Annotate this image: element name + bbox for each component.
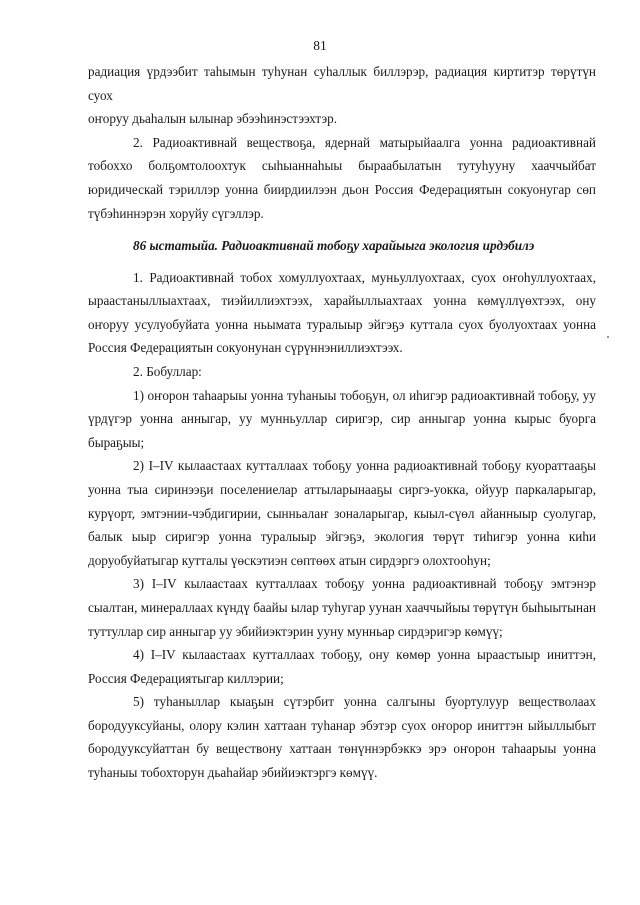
intro-paragraph-2: 2. Радиоактивнай веществоҕа, ядернай матырыйаалга уонна радиоактивнай тобоххо болҕомтолоохтук сыһыаннаһыы быраабылатын тутуһууну хааччыйбат юридическай тэриллэр уонна биирдиилээн дьон Россия Федерациятын сокуонугар сөп түбэһиннэрэн хоруйу сүгэллэр. bbox=[88, 134, 596, 221]
article-86 bbox=[88, 234, 596, 785]
article-paragraph-1: 1. Радиоактивнай тобох хомуллуохтаах, муньуллуохтаах, суох оҥоһуллуохтаах, ыраастаныллыахтаах, тиэйиллиэхтээх, харайыллыахтаах уонна көмүллүөхтээх, ону оҥоруу усулуобуйата уонна ньымата туралыыр эйгэҕэ куттала суох буолуохтаах уонна Россия Федерациятын сокуонунан сүрүннэниллиэхтээх. bbox=[88, 269, 596, 356]
page-number: 81 bbox=[313, 38, 327, 53]
intro-paragraph-1-line-1: радиация үрдээбит таһымын туһунан суһаллык биллэрэр, радиация киртитэр төрүтүн суох bbox=[88, 64, 596, 103]
article-paragraph-2: 2. Бобуллар: bbox=[133, 363, 202, 379]
list-item-5: 5) туһаныллар кыаҕын сүтэрбит уонна салгыны буортулуур веществолаах бородууксуйаны, олору кэлин хаттаан туһанар эбэтэр суох оҥорор иниттэн ыйыллыбыт бородууксуйаттан бу веществону хаттаан төнүннэрбэккэ эрэ оҥорон таһаарыы уонна туһаныы тобохторун дьаһайар эбийиэктэргэ көмүү. bbox=[88, 694, 596, 781]
list-item-3: 3) I–IV кылаастаах кутталлаах тобоҕу уонна радиоактивнай тобоҕу эмтэнэр сыалтан, минераллаах күндү баайы ылар туһугар уунан хааччыйыы төрүтүн быһыытынан туттуллар сир анныгар уу эбийиэктэрин ууну мунньар сирдэригэр көмүү; bbox=[88, 576, 596, 639]
article-heading: 86 ыстатыйа. Радиоактивнай тобоҕу харайыыга экология ирдэбилэ bbox=[133, 238, 535, 253]
intro-block bbox=[88, 60, 596, 225]
list-item-2: 2) I–IV кылаастаах кутталлаах тобоҕу уонна радиоактивнай тобоҕу куораттааҕы уонна тыа сиринээҕи поселениелар аттыларынааҕы сиргэ-уокка, ойуур паркаларыгар, курүорт, эмтэнии-чэбдигирии, сынньалаҥ зоналарыгар, кыыл-сүөл айанныыр суолугар, балык ыыр сиригэр уонна туралыыр эйгэҕэ, экология төрүт тиһигэр уонна киһи доруобуйатыгар кутталы үөскэтиэн сөптөөх атын сирдэргэ олохтооһун; bbox=[88, 458, 596, 568]
list-item-1: 1) оҥорон таһаарыы уонна туһаныы тобоҕун, ол иһигэр радиоактивнай тобоҕу, уу үрдүгэр уонна анныгар, уу мунньуллар сиригэр, сир анныгар уонна кырыс буорга быраҕыы; bbox=[88, 387, 596, 450]
scan-speck bbox=[607, 336, 609, 338]
list-item-4: 4) I–IV кылаастаах кутталлаах тобоҕу, ону көмөр уонна ыраастыыр иниттэн, Россия Федерациятыгар киллэрии; bbox=[88, 647, 596, 686]
intro-paragraph-1-line-2: оҥоруу дьаһалын ылынар эбээһинэстээхтэр. bbox=[88, 111, 338, 127]
